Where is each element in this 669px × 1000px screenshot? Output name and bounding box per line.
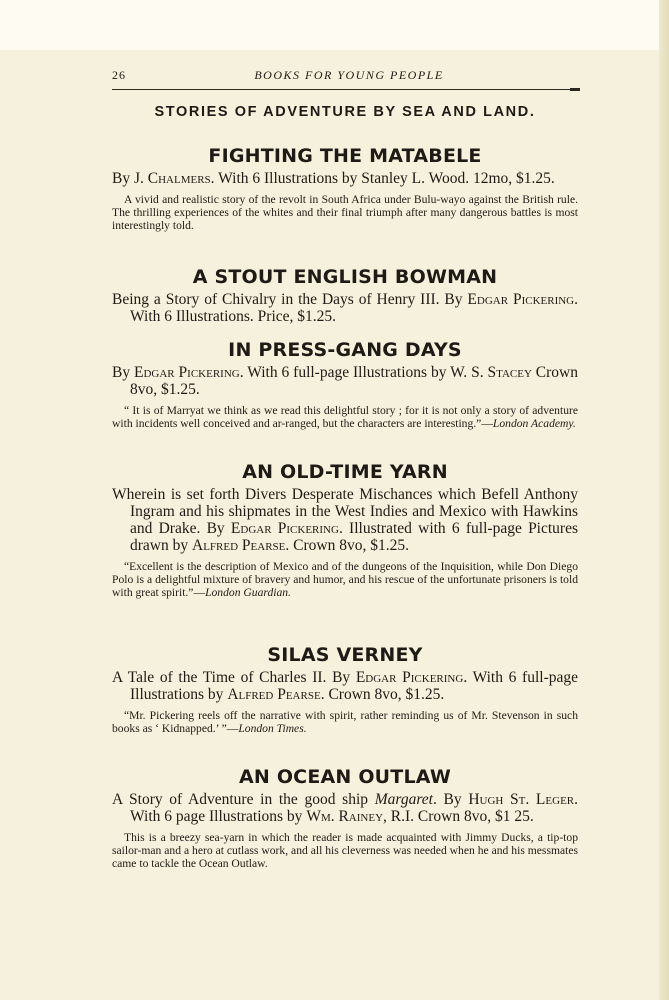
book-title: AN OLD-TIME YARN: [242, 461, 448, 483]
review-source: London Times.: [238, 722, 307, 735]
book-entry-silas-verney: [112, 643, 578, 735]
author-name: Edgar Pickering: [467, 291, 575, 308]
author-name: Edgar Pickering: [230, 520, 339, 537]
book-title: FIGHTING THE MATABELE: [208, 145, 482, 167]
book-blurb: A vivid and realistic story of the revolt in South Africa under Bulu-wayo against the British rule. The thrilling experiences of the whites and their final triumph after many dangerous battles is most interestingly told.: [112, 193, 578, 232]
illustrator-name: Wm. Rainey: [306, 808, 384, 825]
book-title: IN PRESS-GANG DAYS: [228, 339, 462, 361]
book-description: Wherein is set forth Divers Desperate Mischances which Befell Anthony Ingram and his shipmates in the West Indies and Mexico with Hawkins and Drake. By Edgar Pickering. Illustrated with 6 full-page Pictures drawn by Alfred Pearse. Crown 8vo, $1.25.: [112, 486, 579, 554]
book-blurb: “ It is of Marryat we think as we read this delightful story ; for it is not only a story of adventure with incidents well conceived and ar-ranged, but the characters are interesting.”—London Academy.: [112, 404, 578, 430]
book-entry-an-ocean-outlaw: [112, 765, 578, 870]
review-source: London Guardian.: [205, 586, 291, 599]
book-title: SILAS VERNEY: [267, 644, 423, 666]
book-title: AN OCEAN OUTLAW: [239, 766, 451, 788]
author-name: Edgar Pickering: [134, 364, 240, 381]
book-description: By Edgar Pickering. With 6 full-page Illustrations by W. S. Stacey Crown 8vo, $1.25.: [112, 364, 578, 398]
author-name: Chalmers: [147, 170, 211, 187]
author-name: Hugh St. Leger: [468, 791, 575, 808]
book-blurb: This is a breezy sea-yarn in which the reader is made acquainted with Jimmy Ducks, a tip-top sailor-man and a hero at cutlass work, and all his cleverness was needed when he and his messmates came to tackle the Ocean Outlaw.: [112, 831, 578, 870]
section-title: STORIES OF ADVENTURE BY SEA AND LAND.: [154, 104, 536, 120]
header-rule: [112, 89, 578, 90]
book-description: A Story of Adventure in the good ship Margaret. By Hugh St. Leger. With 6 page Illustrations by Wm. Rainey, R.I. Crown 8vo, $1 25.: [112, 791, 578, 825]
book-description: By J. Chalmers. With 6 Illustrations by Stanley L. Wood. 12mo, $1.25.: [112, 170, 555, 187]
book-blurb: “Excellent is the description of Mexico and of the dungeons of the Inquisition, while Don Diego Polo is a delightful mixture of bravery and humor, and his rescue of the unfortunate prisoners is told with great spirit.”—London Guardian.: [112, 560, 578, 599]
book-description: A Tale of the Time of Charles II. By Edgar Pickering. With 6 full-page Illustrations by Alfred Pearse. Crown 8vo, $1.25.: [112, 669, 578, 703]
book-blurb: “Mr. Pickering reels off the narrative with spirit, rather reminding us of Mr. Stevenson in such books as ‘ Kidnapped.’ ”—London Times.: [112, 709, 578, 735]
ship-name: Margaret: [374, 791, 433, 808]
illustrator-name: Alfred Pearse: [227, 686, 321, 703]
book-entry-fighting-the-matabele: [112, 144, 578, 232]
running-head-title: BOOKS FOR YOUNG PEOPLE: [254, 68, 444, 82]
review-source: London Academy.: [492, 417, 576, 430]
book-entry-an-old-time-yarn: [112, 460, 578, 599]
page-number: 26: [112, 68, 126, 82]
book-entry-a-stout-english-bowman: [112, 265, 578, 325]
book-entry-in-press-gang-days: [112, 338, 578, 430]
illustrator-name: Alfred Pearse: [192, 537, 286, 554]
author-name: Edgar Pickering: [355, 669, 464, 686]
book-title: A STOUT ENGLISH BOWMAN: [192, 266, 498, 288]
illustrator-name: S. Stacey: [471, 364, 532, 381]
book-description: Being a Story of Chivalry in the Days of Henry III. By Edgar Pickering. With 6 Illustrations. Price, $1.25.: [112, 291, 578, 325]
